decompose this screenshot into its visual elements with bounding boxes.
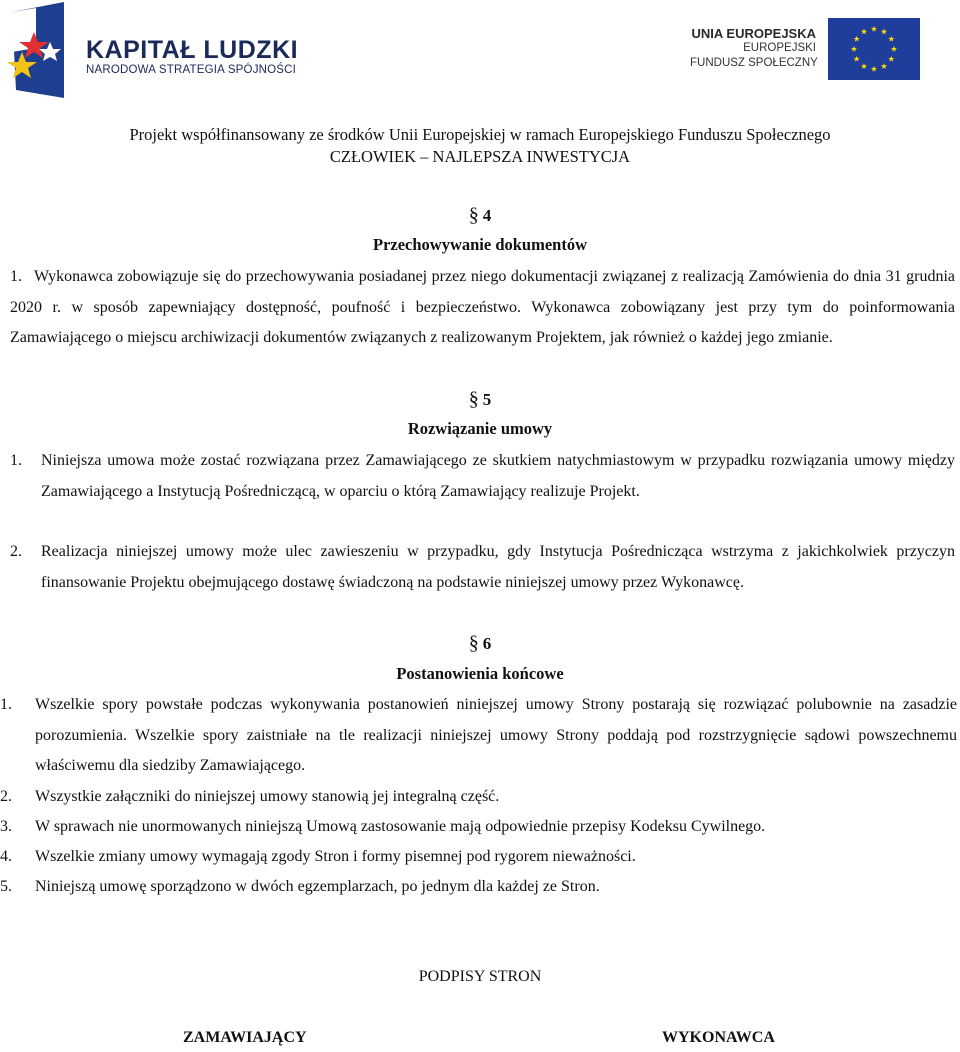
funding-statement bbox=[0, 124, 960, 168]
eu-text bbox=[690, 26, 816, 71]
section-number: 6 bbox=[482, 634, 492, 653]
item-text: Niniejszą umowę sporządzono w dwóch egzemplarzach, po jednym dla każdej ze Stron. bbox=[35, 878, 600, 895]
item-text: Wszelkie zmiany umowy wymagają zgody Stron i formy pisemnej pod rygorem nieważności. bbox=[35, 848, 636, 865]
item-text: Niniejsza umowa może zostać rozwiązana przez Zamawiającego ze skutkiem natychmiastowym w przypadku rozwiązania umowy między Zamawiającego a Instytucją Pośredniczącą, w oparciu o którą Zamawiający realizuje Projekt. bbox=[41, 452, 955, 500]
section-5-number bbox=[0, 388, 960, 411]
section-6-item-3 bbox=[0, 812, 957, 843]
document-header bbox=[0, 0, 960, 100]
item-text: Wykonawca zobowiązuje się do przechowywania posiadanej przez niego dokumentacji związanej z realizacją Zamówienia do dnia 31 grudnia 2020 r. w sposób zapewniający dostępność, poufność i bezpieczeństwo. Wykonawca zobowiązany jest przy tym do poinformowania Zamawiającego o miejscu archiwizacji dokumentów związanych z realizowanym Projektem, jak również o każdej jego zmianie. bbox=[10, 268, 955, 346]
section-5-item-1 bbox=[10, 446, 955, 507]
section-6-item-1 bbox=[0, 690, 957, 782]
signatures-heading: PODPISY STRON bbox=[418, 968, 542, 985]
item-number: 1. bbox=[10, 452, 22, 469]
kapital-ludzki-logo bbox=[6, 2, 306, 98]
section-4-title: Przechowywanie dokumentów bbox=[372, 235, 588, 254]
section-5-item-2 bbox=[10, 537, 955, 598]
section-6-item-2 bbox=[0, 782, 957, 813]
item-number: 5. bbox=[0, 878, 12, 895]
item-number: 2. bbox=[0, 788, 12, 805]
section-4-item-1 bbox=[10, 262, 955, 354]
eu-fund-line2: FUNDUSZ SPOŁECZNY bbox=[690, 57, 818, 69]
item-text: W sprawach nie unormowanych niniejszą Umową zastosowanie mają odpowiednie przepisy Kodeksu Cywilnego. bbox=[35, 818, 766, 835]
section-number: 4 bbox=[482, 206, 492, 225]
section-6-title: Postanowienia końcowe bbox=[396, 664, 564, 683]
section-sign: § bbox=[468, 632, 479, 654]
eu-name: UNIA EUROPEJSKA bbox=[691, 26, 816, 41]
item-number: 1. bbox=[10, 268, 22, 285]
signature-contractor-label: WYKONAWCA bbox=[662, 1029, 775, 1046]
item-number: 2. bbox=[10, 543, 22, 560]
section-6-item-4 bbox=[0, 842, 957, 873]
eu-flag-icon bbox=[828, 18, 920, 80]
section-sign: § bbox=[468, 388, 479, 410]
kapital-ludzki-subtitle: NARODOWA STRATEGIA SPÓJNOŚCI bbox=[86, 64, 297, 76]
section-number: 5 bbox=[482, 390, 492, 409]
item-text: Wszelkie spory powstałe podczas wykonywania postanowień niniejszej umowy Strony postarają się rozwiązać polubownie na zasadzie porozumienia. Wszelkie spory zaistniałe na tle realizacji niniejszej umowy Strony poddają pod rozstrzygnięcie sądowi powszechnemu właściwemu dla siedziby Zamawiającego. bbox=[35, 696, 957, 774]
section-6-item-5 bbox=[0, 872, 957, 903]
section-5-title: Rozwiązanie umowy bbox=[407, 419, 553, 438]
eu-fund-line1: EUROPEJSKI bbox=[743, 42, 816, 54]
funding-line-1: Projekt współfinansowany ze środków Unii Europejskiej w ramach Europejskiego Funduszu Społecznego bbox=[129, 125, 831, 144]
item-text: Wszystkie załączniki do niniejszej umowy stanowią jej integralną część. bbox=[35, 788, 500, 805]
item-number: 4. bbox=[0, 848, 12, 865]
kapital-ludzki-emblem-icon bbox=[6, 2, 76, 98]
kapital-ludzki-title: KAPITAŁ LUDZKI bbox=[86, 36, 299, 64]
eu-logo bbox=[690, 18, 930, 82]
item-text: Realizacja niniejszej umowy może ulec zawieszeniu w przypadku, gdy Instytucja Pośrednicząca wstrzyma z jakichkolwiek przyczyn finansowanie Projektu obejmującego dostawę świadczoną na podstawie niniejszej umowy przez Wykonawcę. bbox=[41, 543, 955, 591]
funding-line-2: CZŁOWIEK – NAJLEPSZA INWESTYCJA bbox=[329, 147, 631, 166]
section-6-number bbox=[0, 632, 960, 655]
signature-client-label: ZAMAWIAJĄCY bbox=[183, 1029, 307, 1046]
item-number: 3. bbox=[0, 818, 12, 835]
section-4-number bbox=[0, 204, 960, 227]
section-sign: § bbox=[468, 204, 479, 226]
item-number: 1. bbox=[0, 696, 12, 713]
